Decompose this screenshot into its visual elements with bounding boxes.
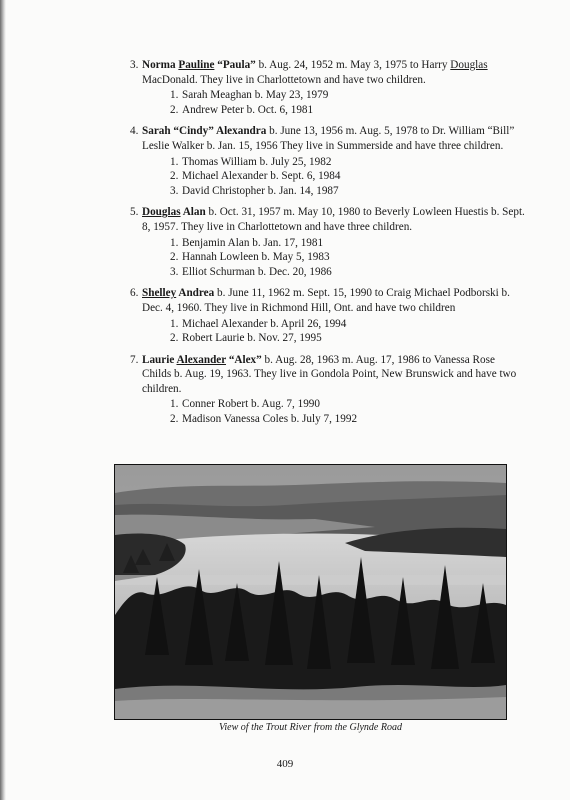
child-item	[170, 250, 525, 265]
child-number: 2.	[170, 251, 179, 264]
person-name	[142, 287, 214, 299]
child-name-birth: Benjamin Alan b. Jan. 17, 1981	[182, 236, 324, 249]
name-part: Alexander	[176, 353, 227, 366]
child-item	[170, 155, 525, 170]
family-entries-list	[130, 58, 525, 434]
entry-number: 5.	[130, 206, 139, 219]
entry-heading	[130, 353, 525, 397]
child-name-birth: David Christopher b. Jan. 14, 1987	[182, 184, 339, 197]
children-list	[170, 397, 525, 426]
trout-river-photo	[114, 464, 507, 720]
children-list	[170, 317, 525, 346]
children-list	[170, 155, 525, 199]
child-name-birth: Sarah Meaghan b. May 23, 1979	[182, 89, 329, 102]
name-part: Andrea	[176, 287, 215, 300]
entry-heading	[130, 205, 525, 234]
entry-number: 6.	[130, 287, 139, 300]
child-item	[170, 317, 525, 332]
child-number: 3.	[170, 184, 179, 197]
entry-details: b. June 11, 1962 m. Sept. 15, 1990 to Craig Michael Podborski b. Dec. 4, 1960. They live in Richmond Hill, Ont. and have two children	[142, 287, 510, 314]
name-part: Sarah “Cindy” Alexandra	[142, 125, 267, 138]
children-list	[170, 88, 525, 117]
entry-details: b. Aug. 24, 1952 m. May 3, 1975 to Harry	[255, 59, 451, 71]
entry-details: MacDonald. They live in Charlottetown and have two children.	[142, 73, 426, 86]
person-name	[142, 59, 256, 71]
entry-heading	[130, 58, 525, 87]
child-number: 3.	[170, 265, 179, 278]
child-name-birth: Michael Alexander b. Sept. 6, 1984	[182, 170, 341, 183]
child-number: 1.	[170, 155, 179, 168]
child-name-birth: Andrew Peter b. Oct. 6, 1981	[182, 103, 314, 116]
child-number: 2.	[170, 103, 179, 116]
name-part: Alan	[180, 206, 206, 219]
child-item	[170, 88, 525, 103]
child-item	[170, 265, 525, 280]
child-number: 1.	[170, 89, 179, 102]
person-name	[142, 125, 266, 137]
entry-details: b. Oct. 31, 1957 m. May 10, 1980 to Beverly Lowleen Huestis b. Sept. 8, 1957. They live in Charlottetown and have three children.	[142, 206, 525, 233]
child-name-birth: Conner Robert b. Aug. 7, 1990	[182, 398, 320, 411]
name-part: Shelley	[142, 287, 177, 300]
child-name-birth: Hannah Lowleen b. May 5, 1983	[182, 251, 330, 264]
child-item	[170, 331, 525, 346]
child-number: 1.	[170, 236, 179, 249]
entry-number: 7.	[130, 353, 139, 366]
child-number: 1.	[170, 317, 179, 330]
child-name-birth: Elliot Schurman b. Dec. 20, 1986	[182, 265, 332, 278]
child-item	[170, 103, 525, 118]
child-number: 2.	[170, 170, 179, 183]
child-item	[170, 169, 525, 184]
entry-details: b. June 13, 1956 m. Aug. 5, 1978 to Dr. William “Bill” Leslie Walker b. Jan. 15, 1956 They live in Summerside and have three children.	[142, 125, 515, 152]
child-name-birth: Robert Laurie b. Nov. 27, 1995	[182, 332, 322, 345]
child-number: 2.	[170, 332, 179, 345]
entry-heading	[130, 124, 525, 153]
person-name	[142, 206, 206, 218]
name-part: Laurie	[142, 353, 177, 366]
family-entry	[130, 286, 525, 345]
entry-heading	[130, 286, 525, 315]
child-item	[170, 412, 525, 427]
children-list	[170, 236, 525, 280]
child-item	[170, 236, 525, 251]
child-item	[170, 397, 525, 412]
family-entry	[130, 58, 525, 117]
name-part: Douglas	[142, 206, 181, 219]
landscape-photo-image	[115, 465, 506, 719]
child-name-birth: Thomas William b. July 25, 1982	[182, 155, 332, 168]
family-entry	[130, 353, 525, 427]
entry-number: 4.	[130, 125, 139, 138]
page-number: 409	[276, 758, 294, 770]
entry-number: 3.	[130, 59, 139, 71]
child-number: 2.	[170, 413, 179, 426]
name-part: Norma	[142, 59, 179, 71]
name-part: Pauline	[178, 59, 215, 71]
photo-caption: View of the Trout River from the Glynde Road	[219, 722, 402, 733]
child-name-birth: Michael Alexander b. April 26, 1994	[182, 317, 347, 330]
child-number: 1.	[170, 398, 179, 411]
family-entry	[130, 205, 525, 279]
page-binding-shadow	[0, 0, 6, 800]
family-entry	[130, 124, 525, 198]
entry-details: Douglas	[450, 59, 488, 71]
person-name	[142, 354, 262, 366]
child-name-birth: Madison Vanessa Coles b. July 7, 1992	[182, 413, 358, 426]
entry-details: b. Aug. 28, 1963 m. Aug. 17, 1986 to Vanessa Rose Childs b. Aug. 19, 1963. They live in Gondola Point, New Brunswick and have two children.	[142, 353, 517, 395]
name-part: “Paula”	[214, 59, 256, 71]
name-part: “Alex”	[226, 353, 262, 366]
child-item	[170, 184, 525, 199]
